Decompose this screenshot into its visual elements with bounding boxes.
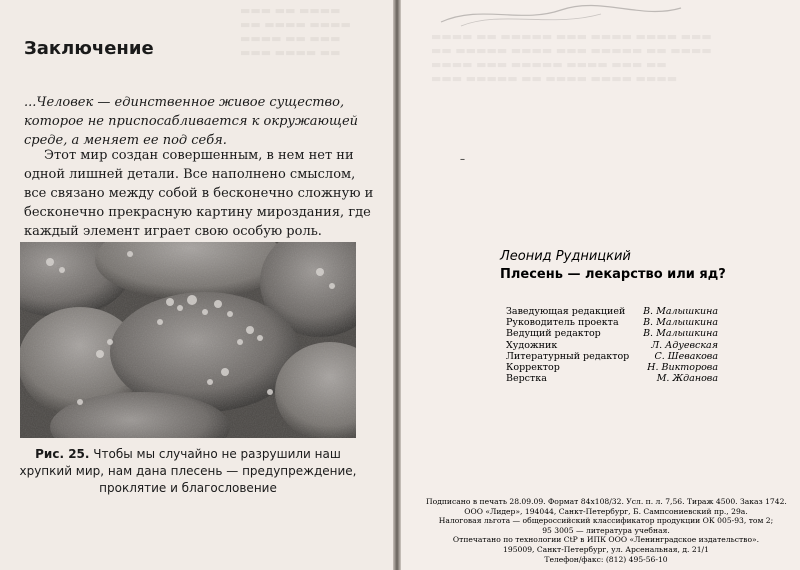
credit-role: Ведущий редактор — [506, 328, 601, 340]
credit-role: Руководитель проекта — [506, 317, 619, 329]
book-gutter — [393, 0, 401, 570]
credit-row — [506, 362, 718, 373]
imprint-line: 95 3005 — литература учебная. — [542, 525, 670, 535]
credit-name: М. Жданова — [656, 373, 718, 385]
right-page-header-decoration — [401, 0, 800, 30]
imprint-line: 195009, Санкт-Петербург, ул. Арсенальная, д. 21/1 — [503, 544, 709, 554]
credit-role: Литературный редактор — [506, 350, 630, 362]
credit-name: Н. Викторова — [647, 362, 718, 374]
imprint-block — [426, 497, 786, 564]
credits-list — [506, 306, 718, 384]
imprint-line: Подписано в печать 28.09.09. Формат 84х108/32. Усл. п. л. 7,56. Тираж 4500. Заказ 1742. — [426, 497, 787, 506]
left-page — [0, 0, 393, 570]
imprint-line: Телефон/факс: (812) 495-56-10 — [544, 554, 668, 564]
credit-name: Л. Адуевская — [651, 339, 718, 351]
credit-name: В. Малышкина — [643, 328, 718, 340]
body-paragraph: Этот мир создан совершенным, в нем нет ни одной лишней детали. Все наполнено смыслом, все связано между собой в бесконечно сложную и бесконечно прекрасную картину мироздания, где каждый элемент играет свою особую роль. — [24, 148, 374, 239]
credit-row — [506, 351, 718, 362]
figure-caption — [18, 446, 358, 497]
show-through-text: ▬▬▬▬ ▬▬ ▬▬▬▬▬ ▬▬▬ ▬▬▬▬ ▬▬▬▬ ▬▬▬ ▬▬ ▬▬▬▬▬ ▬▬▬▬ ▬▬▬ ▬▬▬▬▬ ▬▬ ▬▬▬▬ ▬▬▬▬ ▬▬▬ ▬▬▬▬▬ ▬▬▬▬ ▬▬▬ ▬▬ ▬▬▬ ▬▬▬▬▬ ▬▬ ▬▬▬▬ ▬▬▬▬ ▬▬▬▬ — [431, 30, 712, 85]
credit-row — [506, 340, 718, 351]
epigraph-quote: ...Человек — единственное живое существо, которое не приспосабливается к окружающей среде, а меняет ее под себя. — [24, 95, 359, 148]
imprint-line: Налоговая льгота — общероссийский классификатор продукции ОК 005-93, том 2; — [438, 516, 774, 526]
mold-micrograph — [20, 242, 356, 438]
figure-label: Рис. 25. — [35, 447, 90, 461]
credit-row — [506, 317, 718, 328]
credit-role: Заведующая редакцией — [506, 306, 626, 317]
credit-row — [506, 306, 718, 317]
header-ornament — [401, 0, 800, 30]
caption-text: Чтобы мы случайно не разрушили наш хрупкий мир, нам дана плесень — предупреждение, проклятие и благословение — [19, 447, 357, 495]
credit-role: Верстка — [506, 373, 547, 385]
credit-row — [506, 373, 718, 384]
page-mark: – — [460, 154, 465, 165]
right-page — [401, 0, 800, 570]
book-author: Леонид Рудницкий — [500, 249, 631, 264]
credit-name: В. Малышкина — [643, 306, 718, 317]
book-title: Плесень — лекарство или яд? — [500, 267, 726, 282]
credit-row — [506, 328, 718, 339]
section-heading: Заключение — [24, 38, 154, 59]
credit-name: В. Малышкина — [643, 317, 718, 329]
credit-role: Художник — [506, 339, 558, 351]
credit-name: С. Шевакова — [654, 350, 718, 362]
imprint-line: Отпечатано по технологии CtP в ИПК ООО «Ленинградское издательство». — [452, 535, 760, 545]
credit-role: Корректор — [506, 362, 560, 374]
show-through-text: ▬▬▬ ▬▬ ▬▬▬▬ ▬▬ ▬▬▬▬ ▬▬▬▬ ▬▬▬▬ ▬▬ ▬▬▬ ▬▬▬ ▬▬▬▬ ▬▬ — [240, 4, 351, 59]
imprint-line: ООО «Лидер», 194044, Санкт-Петербург, Б. Сампсониевский пр., 29а. — [464, 506, 748, 516]
